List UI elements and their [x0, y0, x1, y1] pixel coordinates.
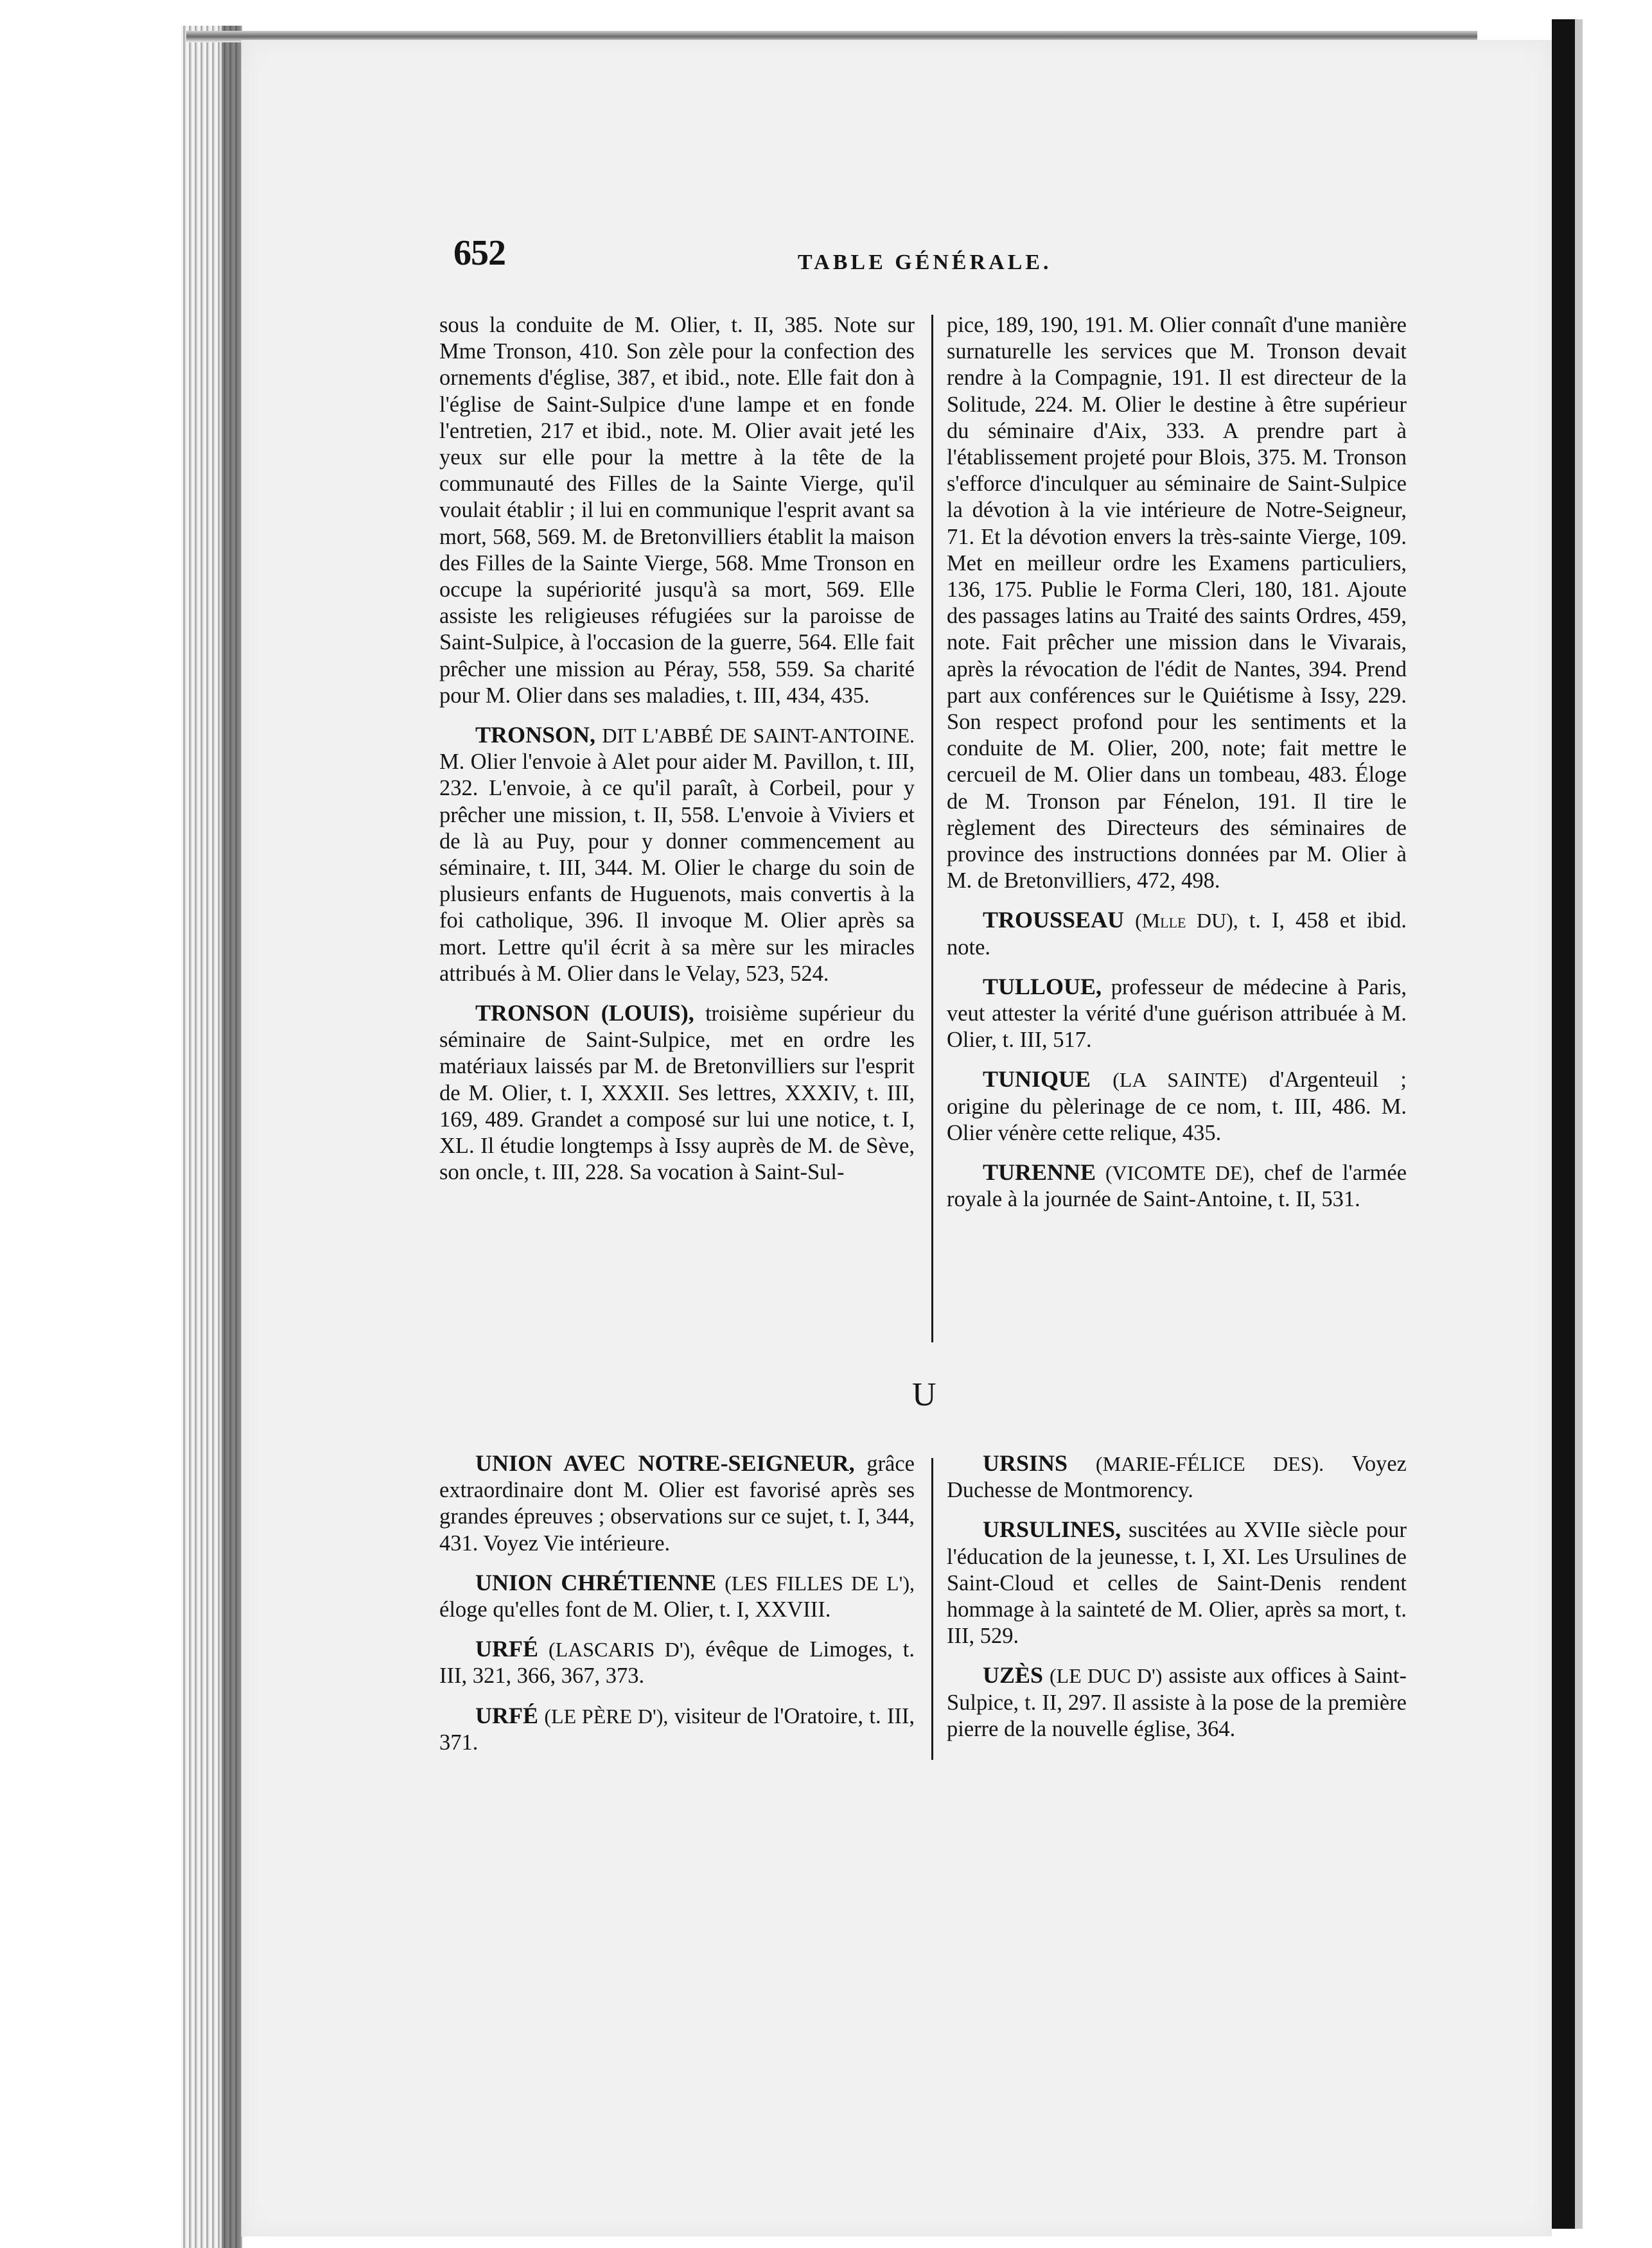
index-entry — [439, 1570, 915, 1623]
index-column-right-bottom — [947, 1450, 1407, 1743]
entry-headword: TRONSON, — [475, 722, 596, 748]
entry-headword: TUNIQUE — [983, 1066, 1091, 1093]
entry-text: assiste aux offices à Saint-Sulpice, t. II, 297. Il assiste à la pose de la première pierre de la nouvelle église, 364. — [947, 1664, 1407, 1741]
index-column-right-top — [947, 312, 1407, 1213]
entry-headword: TURENNE — [983, 1159, 1096, 1186]
entry-headword: UNION CHRÉTIENNE — [475, 1569, 717, 1595]
index-entry — [439, 1636, 915, 1689]
entry-text: grâce extraordinaire dont M. Olier est favorisé après ses grandes épreuves ; observations sur ce sujet, t. I, 344, 431. Voyez Vie intérieure. — [439, 1452, 915, 1556]
entry-text: chef de l'armée royale à la journée de Saint-Antoine, t. II, 531. — [947, 1161, 1407, 1212]
entry-text: pice, 189, 190, 191. M. Olier connaît d'une manière surnaturelle les services que M. Tronson devait rendre à la Compagnie, 191. Il est directeur de la Solitude, 224. M. Olier le destine à être supérieur du séminaire d'Aix, 333. A prendre part à l'établissement projeté pour Blois, 375. M. Tronson s'efforce d'inculquer au séminaire de Saint-Sulpice la dévotion à la vie intérieure de Notre-Seigneur, 71. Et la dévotion envers la très-sainte Vierge, 109. Met en meilleur ordre les Examens particuliers, 136, 175. Publie le Forma Cleri, 180, 181. Ajoute des passages latins au Traité des saints Ordres, 459, note. Fait prêcher une mission dans le Vivarais, après la révocation de l'édit de Nantes, 394. Prend part aux conférences sur le Quiétisme à Issy, 229. Son respect profond pour les sentiments et la conduite de M. Olier, 200, note; fait mettre le cercueil de M. Olier dans un tombeau, 483. Éloge de M. Tronson par Fénelon, 191. Il tire le règlement des Directeurs des séminaires de province des instructions données par M. Olier à M. de Bretonvilliers, 472, 498. — [947, 313, 1407, 893]
entry-text: t. I, 458 et ibid. note. — [947, 908, 1407, 960]
entry-qualifier: (MARIE-FÉLICE DES). — [1095, 1452, 1324, 1475]
index-entry — [947, 312, 1407, 894]
page-number: 652 — [453, 233, 505, 273]
index-entry — [947, 1516, 1407, 1649]
entry-text: professeur de médecine à Paris, veut attester la vérité d'une guérison attribuée à M. Olier, t. III, 517. — [947, 974, 1407, 1053]
section-letter: U — [912, 1376, 936, 1413]
entry-headword: URFÉ — [475, 1636, 538, 1662]
scan-margin-right — [1575, 19, 1583, 2229]
column-rule-top — [931, 315, 933, 1342]
entry-text: d'Argenteuil ; origine du pèlerinage de ce nom, t. III, 486. M. Olier vénère cette relique, 435. — [947, 1067, 1407, 1145]
column-rule-bottom — [931, 1458, 933, 1760]
index-entry — [947, 1159, 1407, 1213]
entry-qualifier: DIT L'ABBÉ DE SAINT-ANTOINE. — [602, 724, 915, 748]
index-entry — [947, 1662, 1407, 1743]
entry-qualifier: (LASCARIS D'), — [548, 1638, 696, 1662]
entry-headword: TRONSON (LOUIS), — [475, 1000, 694, 1026]
index-entry — [439, 1000, 915, 1186]
entry-headword: URSINS — [983, 1450, 1068, 1476]
book-right-edge — [1552, 19, 1575, 2229]
running-head — [453, 233, 1404, 277]
index-entry — [947, 907, 1407, 960]
entry-qualifier: (VICOMTE DE), — [1105, 1161, 1255, 1185]
entry-headword: TROUSSEAU — [983, 907, 1125, 933]
index-entry — [439, 1703, 915, 1756]
entry-text: troisième supérieur du séminaire de Saint-Sulpice, met en ordre les matériaux laissés par M. de Bretonvilliers sur l'esprit de M. Olier, t. I, XXXII. Ses lettres, XXXIV, t. III, 169, 489. Grandet a composé sur lui une notice, t. I, XL. Il étudie longtemps à Issy auprès de M. de Sève, son oncle, t. III, 228. Sa vocation à Saint-Sul- — [439, 1001, 915, 1185]
entry-qualifier: (LES FILLES DE L'), — [725, 1571, 915, 1595]
entry-text: évêque de Limoges, t. III, 321, 366, 367, 373. — [439, 1637, 915, 1689]
entry-text: Voyez Duchesse de Montmorency. — [947, 1452, 1407, 1503]
entry-headword: UNION AVEC NOTRE-SEIGNEUR, — [475, 1450, 855, 1476]
index-entry — [439, 312, 915, 709]
entry-text: sous la conduite de M. Olier, t. II, 385. Note sur Mme Tronson, 410. Son zèle pour la confection des ornements d'église, 387, et ibid., note. Elle fait don à l'église de Saint-Sulpice d'une lampe et en fonde l'entretien, 217 et ibid., note. M. Olier avait jeté les yeux sur elle pour la mettre à la tête de la communauté des Filles de la Sainte Vierge, qu'il voulait établir ; il lui en communique l'esprit avant sa mort, 568, 569. M. de Bretonvilliers établit la maison des Filles de la Sainte Vierge, 568. Mme Tronson en occupe la supériorité jusqu'à sa mort, 569. Elle assiste les religieuses réfugiées sur la paroisse de Saint-Sulpice, à l'occasion de la guerre, 564. Elle fait prêcher une mission au Péray, 558, 559. Sa charité pour M. Olier dans ses maladies, t. III, 434, 435. — [439, 313, 915, 708]
entry-headword: URSULINES, — [983, 1516, 1121, 1543]
entry-text: suscitées au XVIIe siècle pour l'éducation de la jeunesse, t. I, XI. Les Ursulines de Saint-Cloud et celles de Saint-Denis rendent hommage à la sainteté de M. Olier, après sa mort, t. III, 529. — [947, 1518, 1407, 1649]
index-entry — [439, 722, 915, 987]
index-column-left-top — [439, 312, 915, 1186]
index-entry — [439, 1450, 915, 1557]
index-entry — [947, 1066, 1407, 1146]
index-column-left-bottom — [439, 1450, 915, 1756]
running-title: TABLE GÉNÉRALE. — [798, 250, 1052, 274]
entry-qualifier: (LE DUC D') — [1049, 1664, 1163, 1688]
entry-text: M. Olier l'envoie à Alet pour aider M. Pavillon, t. III, 232. L'envoie, à ce qu'il paraît, à Corbeil, pour y prêcher une mission, t. II, 558. L'envoie à Viviers et de là au Puy, pour y donner commencement au séminaire, t. III, 344. M. Olier le charge du soin de plusieurs enfants de Huguenots, mais convertis à la foi catholique, 396. Il invoque M. Olier après sa mort. Lettre qu'il écrit à sa mère sur les miracles attribués à M. Olier dans le Velay, 523, 524. — [439, 750, 915, 986]
entry-qualifier: (LA SAINTE) — [1112, 1068, 1247, 1092]
entry-text: visiteur de l'Oratoire, t. III, 371. — [439, 1703, 915, 1755]
book-gutter-shadow — [222, 26, 241, 2248]
entry-headword: URFÉ — [475, 1702, 538, 1728]
entry-headword: UZÈS — [983, 1662, 1044, 1689]
scan-margin-left — [0, 0, 193, 2245]
entry-qualifier: (LE PÈRE D'), — [544, 1704, 669, 1728]
entry-qualifier: (Mlle DU), — [1135, 909, 1238, 933]
index-entry — [947, 1450, 1407, 1504]
entry-text: éloge qu'elles font de M. Olier, t. I, XXVIII. — [439, 1597, 831, 1622]
entry-headword: TULLOUE, — [983, 973, 1102, 999]
index-entry — [947, 974, 1407, 1054]
